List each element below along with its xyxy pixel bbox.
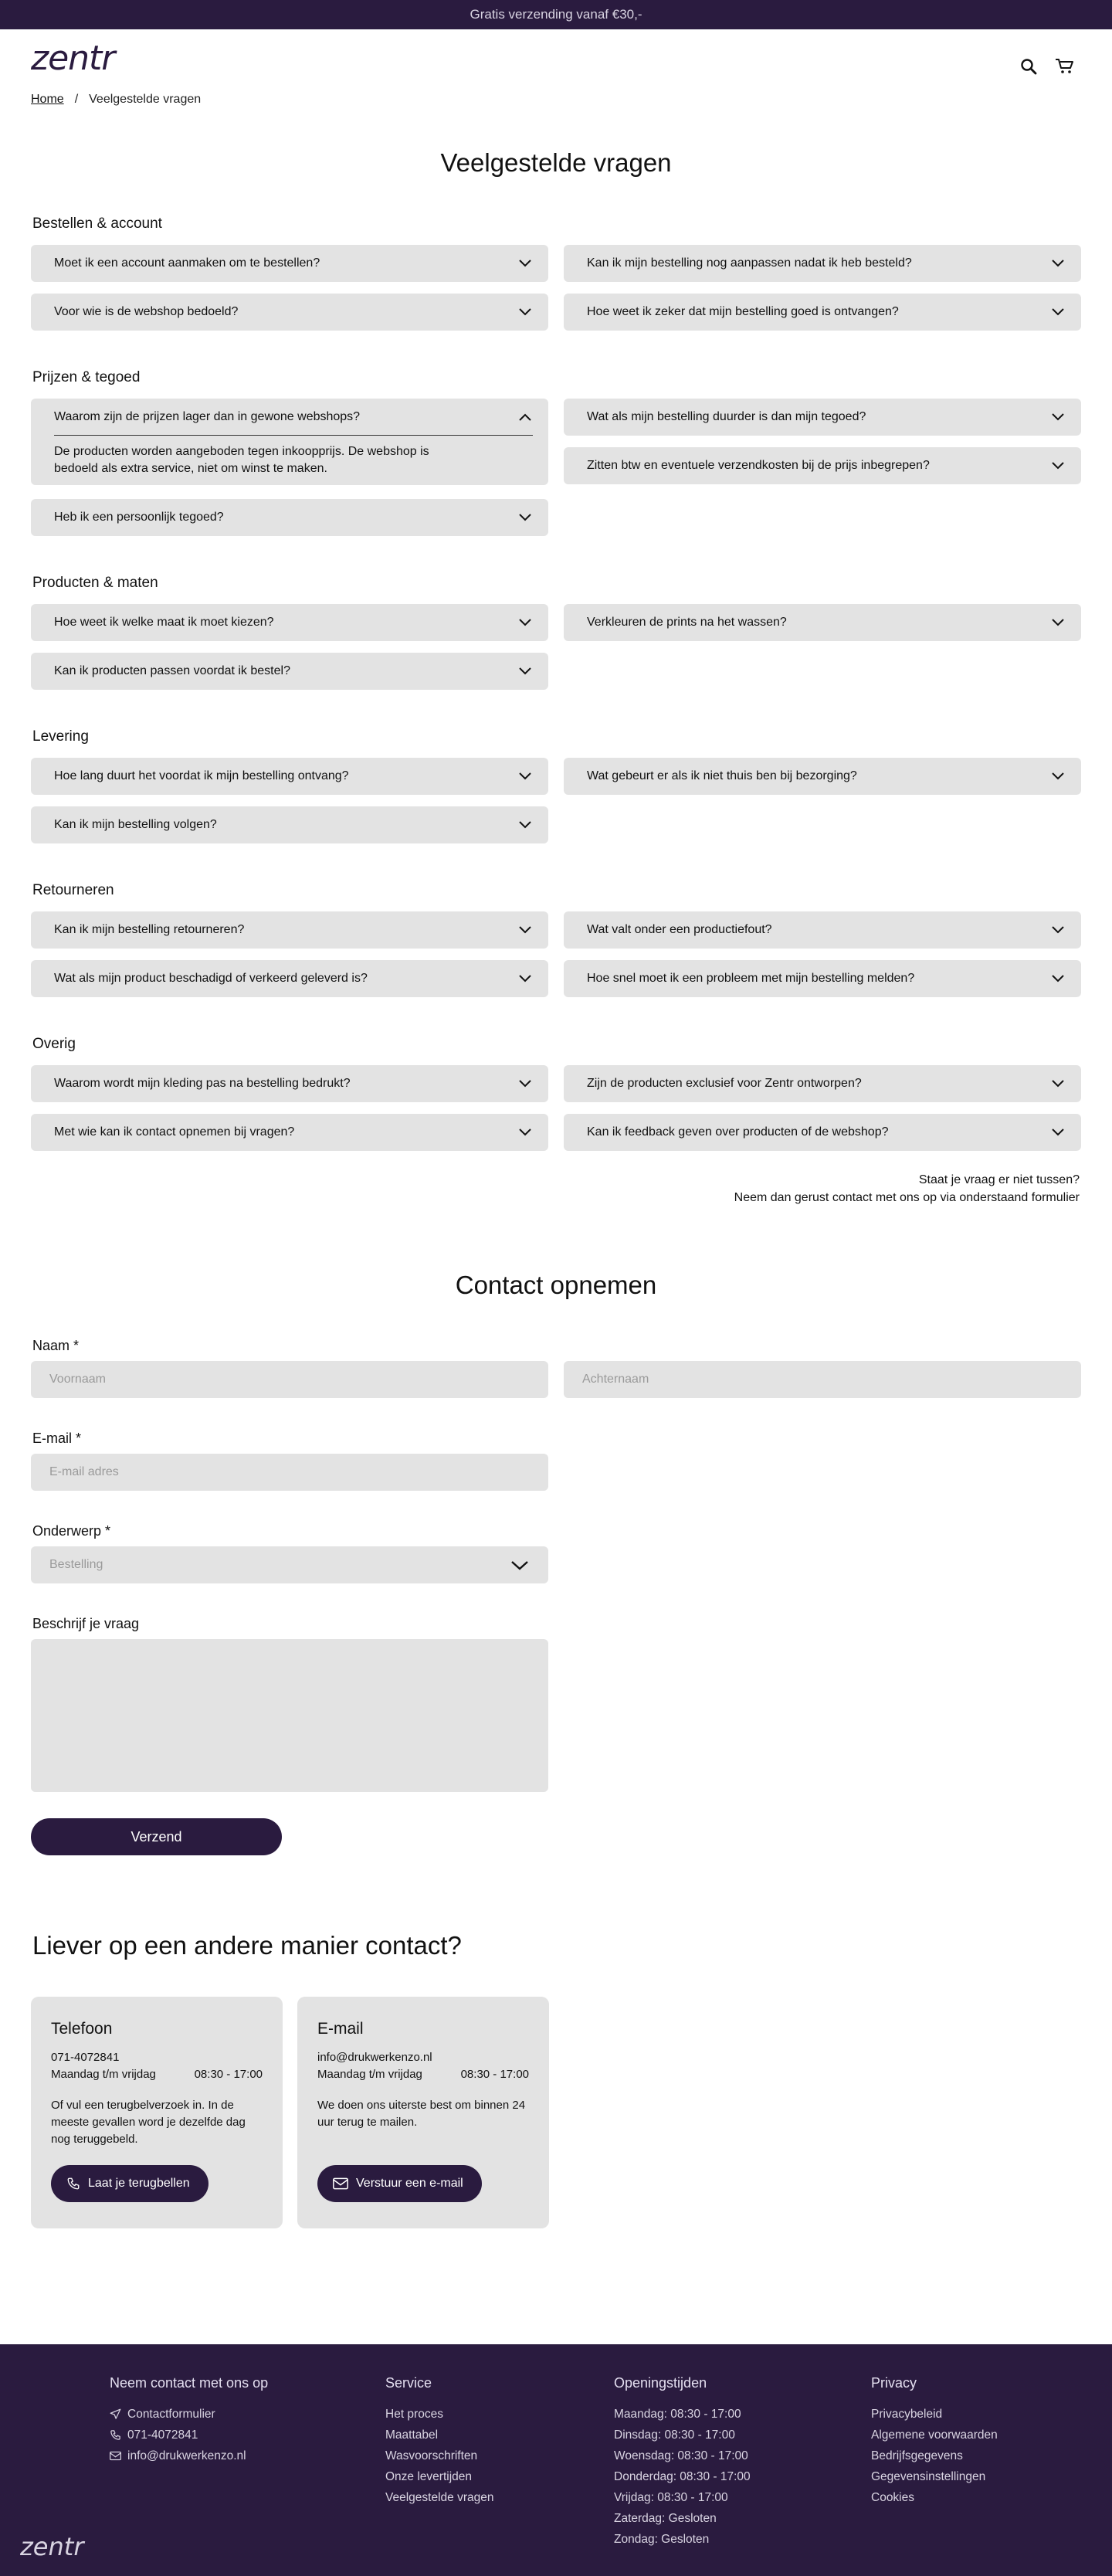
faq-item[interactable] <box>564 1065 1081 1102</box>
contact-note-line: Staat je vraag er niet tussen? <box>918 1173 1080 1186</box>
footer-logo[interactable] <box>20 2534 94 2564</box>
faq-item[interactable] <box>31 1065 548 1102</box>
first-name-input[interactable] <box>31 1361 548 1398</box>
footer-link-email[interactable] <box>110 2445 268 2466</box>
send-email-button[interactable] <box>317 2165 482 2202</box>
alt-contact-title: Liever op een andere manier contact? <box>32 1931 462 1960</box>
faq-question: Wat gebeurt er als ik niet thuis ben bij bezorging? <box>587 769 857 782</box>
faq-item[interactable] <box>31 604 548 641</box>
faq-item[interactable] <box>564 911 1081 949</box>
footer-link[interactable]: Het proces <box>385 2408 443 2421</box>
footer-link[interactable]: Gegevensinstellingen <box>871 2470 986 2483</box>
faq-item[interactable] <box>31 911 548 949</box>
opening-hours-line: Donderdag: 08:30 - 17:00 <box>614 2470 751 2483</box>
last-name-input[interactable] <box>564 1361 1081 1398</box>
opening-hours-line: Vrijdag: 08:30 - 17:00 <box>614 2491 728 2504</box>
faq-item[interactable] <box>31 758 548 795</box>
svg-text:zentr: zentr <box>31 43 115 74</box>
logo-wordmark-icon <box>31 43 141 74</box>
chevron-up-icon <box>519 412 531 423</box>
phone-card-title: Telefoon <box>51 2020 113 2038</box>
faq-section-title: Retourneren <box>32 882 114 898</box>
email-label: E-mail * <box>32 1431 82 1446</box>
chevron-down-icon <box>519 973 531 984</box>
faq-question: Hoe weet ik welke maat ik moet kiezen? <box>54 616 274 629</box>
faq-item[interactable] <box>31 499 548 536</box>
email-card-title: E-mail <box>317 2020 364 2038</box>
faq-section-title: Prijzen & tegoed <box>32 369 141 385</box>
contact-title: Contact opnemen <box>455 1271 657 1299</box>
faq-question: Waarom wordt mijn kleding pas na bestelling bedrukt? <box>54 1077 351 1090</box>
search-icon[interactable] <box>1019 57 1038 80</box>
footer-service-column <box>385 2375 493 2508</box>
faq-question: Kan ik producten passen voordat ik bestel? <box>54 664 290 677</box>
faq-item[interactable] <box>564 399 1081 436</box>
chevron-down-icon <box>519 666 531 677</box>
footer-privacy-column <box>871 2375 998 2508</box>
chevron-down-icon <box>519 771 531 782</box>
chevron-down-icon <box>1052 771 1064 782</box>
footer-column-title: Neem contact met ons op <box>110 2375 269 2391</box>
chevron-down-icon <box>519 925 531 935</box>
faq-item[interactable] <box>31 806 548 843</box>
faq-question: Wat valt onder een productiefout? <box>587 923 772 936</box>
footer-link[interactable]: Algemene voorwaarden <box>871 2428 998 2442</box>
footer-link-label: info@drukwerkenzo.nl <box>127 2449 246 2462</box>
breadcrumb-home-link[interactable]: Home <box>31 93 64 106</box>
faq-item[interactable] <box>31 294 548 331</box>
footer-link-label: 071-4072841 <box>127 2428 198 2442</box>
faq-item[interactable] <box>564 758 1081 795</box>
email-card <box>297 1997 549 2228</box>
mail-icon <box>110 2451 121 2461</box>
email-hours: 08:30 - 17:00 <box>460 2068 529 2081</box>
phone-icon <box>66 2177 80 2191</box>
site-header <box>0 29 1112 87</box>
chevron-down-icon <box>511 1560 528 1571</box>
faq-section-title: Levering <box>32 728 89 745</box>
description-label: Beschrijf je vraag <box>32 1616 140 1631</box>
callback-button-label: Laat je terugbellen <box>88 2177 190 2190</box>
chevron-down-icon <box>519 307 531 317</box>
faq-item[interactable] <box>564 447 1081 484</box>
faq-question: Wat als mijn product beschadigd of verkeerd geleverd is? <box>54 972 368 985</box>
faq-answer: De producten worden aangeboden tegen inkoopprijs. De webshop is bedoeld als extra service, niet om winst te maken. <box>54 445 429 475</box>
chevron-down-icon <box>1052 1127 1064 1138</box>
footer-link[interactable]: Veelgestelde vragen <box>385 2491 494 2504</box>
faq-question: Hoe lang duurt het voordat ik mijn bestelling ontvang? <box>54 769 349 782</box>
faq-question: Heb ik een persoonlijk tegoed? <box>54 511 224 524</box>
chevron-down-icon <box>519 258 531 269</box>
faq-item[interactable] <box>564 1114 1081 1151</box>
footer-link[interactable]: Onze levertijden <box>385 2470 473 2483</box>
footer-contact-column <box>110 2375 268 2466</box>
footer-column-title: Service <box>385 2375 432 2391</box>
submit-button[interactable]: Verzend <box>31 1818 282 1855</box>
subject-select-value: Bestelling <box>49 1558 103 1571</box>
zentr-logo[interactable] <box>31 43 141 78</box>
email-input[interactable] <box>31 1454 548 1491</box>
chevron-down-icon <box>519 512 531 523</box>
email-card-text: We doen ons uiterste best om binnen 24 uur terug te mailen. <box>317 2099 526 2129</box>
announcement-text: Gratis verzending vanaf €30,- <box>470 7 642 22</box>
footer-link-contactform[interactable] <box>110 2404 268 2425</box>
faq-item[interactable] <box>31 960 548 997</box>
footer-hours-column <box>614 2375 751 2550</box>
faq-question: Waarom zijn de prijzen lager dan in gewone webshops? <box>54 399 533 436</box>
page-title: Veelgestelde vragen <box>440 148 672 177</box>
phone-hours: 08:30 - 17:00 <box>194 2068 263 2081</box>
footer-link-label: Contactformulier <box>127 2408 215 2421</box>
chevron-down-icon <box>1052 412 1064 423</box>
footer-link[interactable]: Privacybeleid <box>871 2408 943 2421</box>
chevron-down-icon <box>519 617 531 628</box>
phone-days: Maandag t/m vrijdag <box>51 2068 156 2081</box>
faq-item[interactable] <box>564 960 1081 997</box>
send-email-button-label: Verstuur een e-mail <box>356 2177 463 2190</box>
logo-wordmark-icon <box>20 2534 94 2560</box>
faq-section-title: Overig <box>32 1036 76 1052</box>
email-address: info@drukwerkenzo.nl <box>317 2051 432 2064</box>
footer-column-title: Openingstijden <box>614 2375 707 2391</box>
chevron-down-icon <box>519 1127 531 1138</box>
breadcrumb <box>31 93 201 107</box>
chevron-down-icon <box>519 820 531 830</box>
faq-section-title: Bestellen & account <box>32 216 162 232</box>
phone-card-text: Of vul een terugbelverzoek in. In de meeste gevallen word je dezelfde dag nog teruggebeld. <box>51 2099 246 2146</box>
contact-note <box>734 1171 1080 1207</box>
faq-question: Moet ik een account aanmaken om te bestellen? <box>54 256 320 270</box>
phone-card <box>31 1997 283 2228</box>
description-textarea[interactable] <box>31 1639 548 1792</box>
chevron-down-icon <box>1052 925 1064 935</box>
chevron-down-icon <box>1052 973 1064 984</box>
faq-item[interactable] <box>31 1114 548 1151</box>
footer-link[interactable]: Wasvoorschriften <box>385 2449 478 2462</box>
faq-question: Kan ik mijn bestelling nog aanpassen nadat ik heb besteld? <box>587 256 912 270</box>
opening-hours-line: Maandag: 08:30 - 17:00 <box>614 2408 741 2421</box>
footer-link[interactable]: Maattabel <box>385 2428 439 2442</box>
breadcrumb-separator: / <box>74 93 79 106</box>
breadcrumb-current: Veelgestelde vragen <box>89 93 202 106</box>
faq-item[interactable] <box>564 604 1081 641</box>
opening-hours-line: Woensdag: 08:30 - 17:00 <box>614 2449 748 2462</box>
subject-select[interactable] <box>31 1546 548 1583</box>
callback-button[interactable] <box>51 2165 208 2202</box>
cart-icon[interactable] <box>1055 57 1075 80</box>
faq-question: Hoe snel moet ik een probleem met mijn bestelling melden? <box>587 972 915 985</box>
opening-hours-line: Zondag: Gesloten <box>614 2533 710 2546</box>
faq-item[interactable] <box>31 245 548 282</box>
faq-question: Kan ik mijn bestelling volgen? <box>54 818 217 831</box>
chevron-down-icon <box>1052 1078 1064 1089</box>
faq-question: Voor wie is de webshop bedoeld? <box>54 305 239 318</box>
send-icon <box>110 2408 121 2420</box>
mail-icon <box>333 2177 348 2190</box>
faq-item[interactable] <box>564 245 1081 282</box>
phone-number: 071-4072841 <box>51 2051 120 2064</box>
opening-hours-line: Dinsdag: 08:30 - 17:00 <box>614 2428 735 2442</box>
faq-question: Wat als mijn bestelling duurder is dan mijn tegoed? <box>587 410 866 423</box>
chevron-down-icon <box>1052 258 1064 269</box>
chevron-down-icon <box>1052 307 1064 317</box>
chevron-down-icon <box>1052 460 1064 471</box>
subject-label: Onderwerp * <box>32 1523 111 1539</box>
faq-item-open[interactable] <box>31 399 548 485</box>
faq-question: Zitten btw en eventuele verzendkosten bij de prijs inbegrepen? <box>587 459 930 472</box>
faq-question: Met wie kan ik contact opnemen bij vragen? <box>54 1125 295 1139</box>
faq-question: Kan ik mijn bestelling retourneren? <box>54 923 245 936</box>
name-label: Naam * <box>32 1338 80 1353</box>
announcement-bar <box>0 0 1112 29</box>
footer-column-title: Privacy <box>871 2375 917 2391</box>
chevron-down-icon <box>1052 617 1064 628</box>
phone-icon <box>110 2429 121 2441</box>
faq-question: Hoe weet ik zeker dat mijn bestelling goed is ontvangen? <box>587 305 899 318</box>
faq-section-title: Producten & maten <box>32 575 158 591</box>
faq-item[interactable] <box>31 653 548 690</box>
site-footer <box>0 2344 1112 2576</box>
chevron-down-icon <box>519 1078 531 1089</box>
opening-hours-line: Zaterdag: Gesloten <box>614 2512 717 2525</box>
faq-item[interactable] <box>564 294 1081 331</box>
footer-link[interactable]: Cookies <box>871 2491 914 2504</box>
faq-question: Zijn de producten exclusief voor Zentr ontworpen? <box>587 1077 862 1090</box>
faq-question: Kan ik feedback geven over producten of de webshop? <box>587 1125 889 1139</box>
footer-link-phone[interactable] <box>110 2425 268 2445</box>
contact-note-line: Neem dan gerust contact met ons op via onderstaand formulier <box>734 1191 1080 1204</box>
email-days: Maandag t/m vrijdag <box>317 2068 422 2081</box>
footer-link[interactable]: Bedrijfsgegevens <box>871 2449 963 2462</box>
faq-question: Verkleuren de prints na het wassen? <box>587 616 787 629</box>
svg-text:zentr: zentr <box>20 2534 84 2560</box>
